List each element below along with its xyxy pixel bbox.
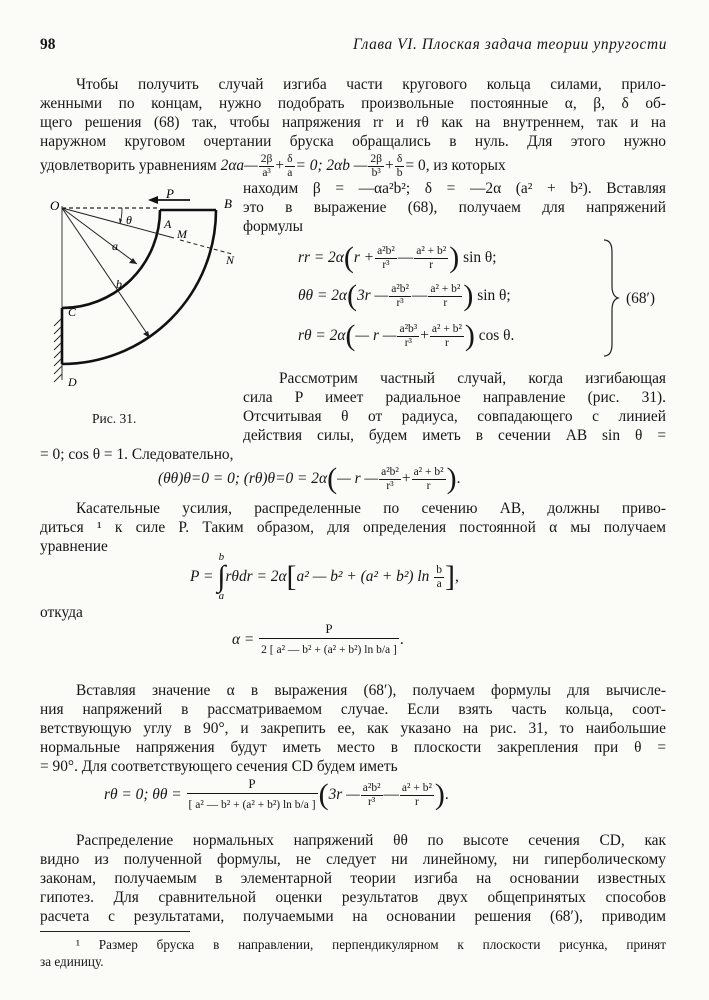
label-b-radius: b bbox=[116, 277, 122, 291]
para1-line-2: женными по концам, нужно подобрать произвольные постоянные α, β, δ об- bbox=[40, 95, 666, 112]
footnote-line-2: за единицу. bbox=[40, 954, 104, 969]
para4-line-5: = 90°. Для соответствующего сечения CD будем иметь bbox=[40, 758, 398, 775]
outer-arc bbox=[62, 210, 216, 364]
eq-boundary: (θθ)θ=0 = 0; (rθ)θ=0 = 2α ( — r — $\frac{\text{a²b²}}{\text{r³}}$ + $\frac{\text{a² + b²}}{r}$ ) . bbox=[158, 462, 461, 495]
eq-integral: P = b ∫ a rθdr = 2α [ a² — b² + (a² + b²) ln $\frac{b}{a}$ ] , bbox=[190, 551, 459, 602]
eq68-rt: rθ = 2α ( — r — $\frac{\text{a²b³}}{\text{r³}}$ + $\frac{\text{a² + b²}}{r}$ ) cos θ. bbox=[298, 319, 515, 352]
para3-line-1: Касательные усилия, распределенные по сечению AB, должны приво- bbox=[76, 500, 666, 517]
label-a: a bbox=[112, 239, 118, 253]
math-span: 2αa— bbox=[220, 157, 258, 174]
para1-line-1: Чтобы получить случай изгиба части кругового кольца силами, прило- bbox=[76, 76, 666, 93]
eq68-tt: θθ = 2α ( 3r — $\frac{\text{a²b²}}{\text{r³}}$ — $\frac{\text{a² + b²}}{r}$ ) sin θ; bbox=[298, 279, 511, 312]
label-c: C bbox=[68, 305, 77, 319]
arrow-head bbox=[148, 196, 158, 204]
text-span: = 0, из которых bbox=[405, 157, 506, 174]
arrow-head bbox=[143, 331, 150, 338]
dashed-n bbox=[180, 240, 232, 254]
integral-sign: b ∫ a bbox=[217, 551, 226, 602]
label-o: O bbox=[50, 198, 60, 213]
para5-line-4: гипотез. Для сравнительной оценки результатов двух общепринятых способов bbox=[40, 889, 666, 906]
footnote-line-1: ¹ Размер бруска в направлении, перпендикулярном к плоскости рисунка, принят bbox=[76, 937, 666, 952]
para1-line-4: наружном круговом очертании бруска обращались в нуль. Для этого нужно bbox=[40, 133, 666, 150]
para2-beside-3: Отсчитывая θ от радиуса, совпадающего с линией bbox=[243, 408, 666, 425]
math-span: = 0; 2αb — bbox=[295, 157, 368, 174]
fraction: $\frac{\delta}{a}$ bbox=[287, 152, 293, 179]
eq68-rr: rr = 2α ( r + $\frac{\text{a²b²}}{\text{r³}}$ — $\frac{\text{a² + b²}}{r}$ ) sin θ; bbox=[298, 241, 497, 274]
para2-beside-2: сила P имеет радиальное направление (рис. 31). bbox=[243, 389, 666, 406]
para5-line-3: законам, получаемым в элементарной теории изгиба на основании известных bbox=[40, 870, 666, 887]
figure-caption: Рис. 31. bbox=[92, 411, 137, 426]
para1-beside-3: формулы bbox=[243, 218, 303, 235]
para5-line-5: расчета с результатами, получаемыми на основании решения (68′), приводим bbox=[40, 908, 666, 925]
page-number: 98 bbox=[40, 36, 56, 53]
running-title: Глава VI. Плоская задача теории упругости bbox=[353, 36, 667, 53]
para2-beside-4: действия силы, будем иметь в сечении AB sin θ = bbox=[243, 427, 666, 444]
label-theta: θ bbox=[126, 213, 132, 227]
label-n: N bbox=[226, 253, 235, 267]
para5-line-1: Распределение нормальных напряжений θθ по высоте сечения CD, как bbox=[76, 832, 666, 849]
para1-line-3: щего решения (68) так, чтобы напряжения rr и rθ как на внутреннем, так и на bbox=[40, 114, 666, 131]
footnote-rule bbox=[40, 931, 190, 932]
para1-line-5: удовлетворить уравнениям 2αa— $\frac{2\beta}{\text{a³}}$ + $\frac{\delta}{a}$ = 0; 2αb — $\frac{2\beta}{\text{b³}}$ + $\frac{\delta}{b}$ = 0, из которых bbox=[40, 152, 506, 179]
fraction: $\frac{2\beta}{\text{b³}}$ bbox=[370, 152, 383, 179]
para4-line-1: Вставляя значение α в выражения (68′), получаем формулы для вычисле- bbox=[76, 682, 666, 699]
label-d: D bbox=[68, 375, 77, 389]
label-p: P bbox=[166, 188, 174, 201]
para4-line-4: нормальные напряжения будут иметь место в плоскости закрепления при θ = bbox=[40, 739, 666, 756]
para2-line-5: = 0; cos θ = 1. Следовательно, bbox=[40, 446, 234, 463]
para1-beside-1: находим β = —αa²b²; δ = —2α (a² + b²). Вставляя bbox=[243, 180, 666, 197]
para3-line-2: диться ¹ к силе P. Таким образом, для определения постоянной α мы получаем bbox=[40, 519, 666, 536]
figure-31 bbox=[40, 188, 240, 398]
eq68-label: (68′) bbox=[626, 290, 656, 307]
eq-alpha: α = $\frac{P}{\text{2 [ a² — b² + (a² + b²) ln b/a ]}}$ . bbox=[232, 620, 404, 656]
label-a-point: A bbox=[164, 217, 172, 231]
para4-line-3: ветствующую углу в 90°, и закрепить ее, как указано на рис. 31, то наибольшие bbox=[40, 720, 666, 737]
otkuda: откуда bbox=[40, 604, 83, 621]
para5-line-2: видно из полученной формулы, не следует ни линейному, ни гиперболическому bbox=[40, 851, 666, 868]
inner-arc bbox=[62, 210, 160, 308]
para4-line-2: ния напряжений в рассматриваемом случае. Если взять часть кольца, соот- bbox=[40, 701, 666, 718]
para1-beside-2: это в выражение (68), получаем для напряжений bbox=[243, 199, 666, 216]
fraction: $\frac{2\beta}{\text{a³}}$ bbox=[260, 152, 273, 179]
text-span: удовлетворить уравнениям bbox=[40, 157, 217, 174]
eq-final: rθ = 0; θθ = $\frac{P}{\text{[ a² — b² + (a² + b²) ln b/a ]}}$ ( 3r — $\frac{\text{a²b²}}{\text{r³}}$ — $\frac{\text{a² + b²}}{r}$ ) . bbox=[104, 775, 449, 811]
para3-line-3: уравнение bbox=[40, 538, 108, 555]
label-b: B bbox=[224, 196, 232, 211]
brace bbox=[600, 238, 620, 358]
label-m: M bbox=[177, 227, 187, 241]
fraction: $\frac{\delta}{b}$ bbox=[396, 152, 403, 179]
math-span: + bbox=[275, 157, 285, 174]
para2-beside-1: Рассмотрим частный случай, когда изгибающая bbox=[279, 370, 666, 387]
